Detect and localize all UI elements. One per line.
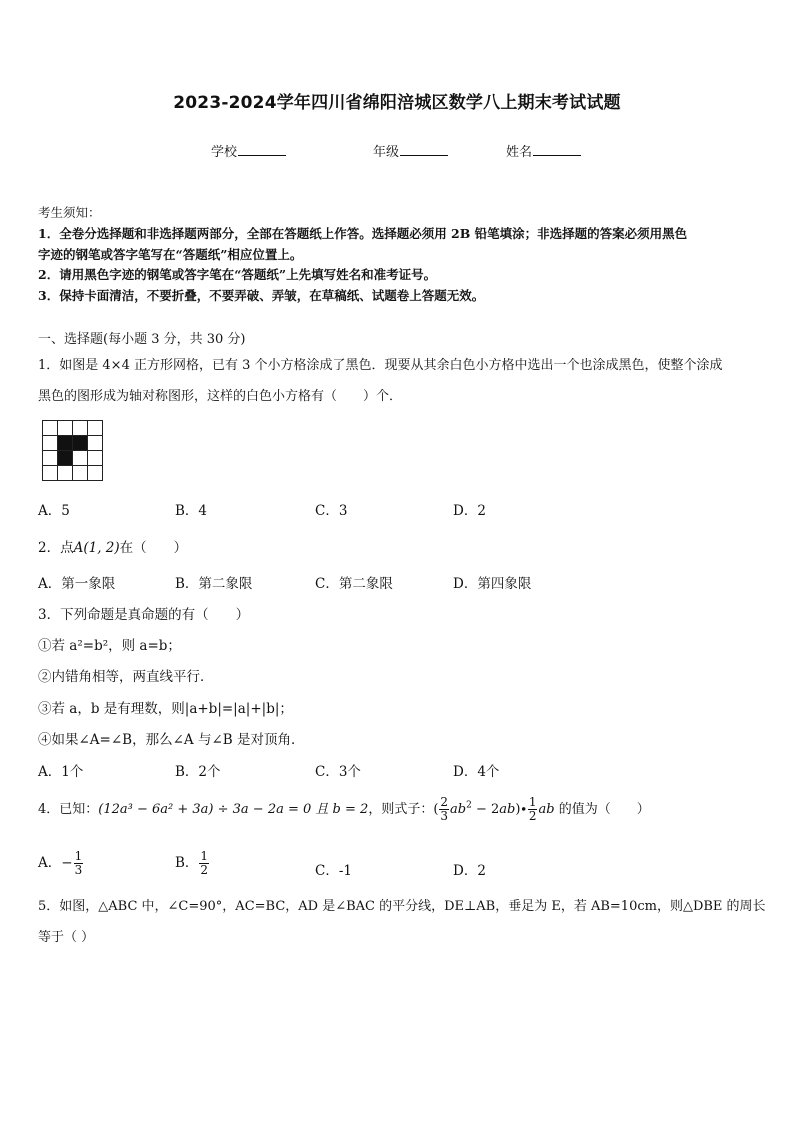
q2-option-a: A．第一象限 — [38, 576, 116, 592]
page-title: 2023-2024学年四川省绵阳涪城区数学八上期末考试试题 — [173, 93, 621, 113]
grade-blank — [400, 143, 448, 156]
q3-statement-2: ②内错角相等，两直线平行． — [38, 669, 214, 685]
grid-cell — [58, 466, 73, 481]
notice-item-2: 2．请用黑色字迹的钢笔或答字笔在“答题纸”上先填写姓名和准考证号。 — [38, 267, 437, 282]
q3-statement-3: ③若 a，b 是有理数，则|a+b|=|a|+|b|； — [38, 701, 293, 717]
notice-item-3: 3．保持卡面清洁，不要折叠，不要弄破、弄皱，在草稿纸、试题卷上答题无效。 — [38, 288, 485, 303]
q4-prefix: 4．已知： — [38, 802, 99, 817]
q3-option-c: C．3个 — [315, 764, 361, 780]
q4-expression: ( $\frac{2}{3}$ $ab^2 - 2ab)\cdot$ $\frac{1}{2}$ ab — [433, 795, 555, 823]
school-blank — [238, 143, 286, 156]
q1-option-c: C．3 — [315, 503, 348, 519]
q3-option-a: A．1个 — [38, 764, 84, 780]
grade-label: 年级 — [373, 145, 400, 160]
q4-option-c: C．-1 — [315, 863, 352, 879]
grid-cell-black — [73, 436, 88, 451]
q4-condition: (12a³ − 6a² + 3a) ÷ 3a − 2a = 0 且 b = 2 — [98, 802, 369, 817]
q2-stem — [38, 536, 187, 556]
q4-option-d: D．2 — [453, 863, 486, 879]
q1-option-d: D．2 — [453, 503, 486, 519]
q3-stem: 3．下列命题是真命题的有（ ） — [38, 607, 250, 623]
q1-grid-figure — [42, 420, 103, 481]
q2-point: A(1, 2) — [73, 540, 120, 556]
q5-stem-line-2: 等于（ ） — [38, 930, 95, 945]
q5-stem-line-1: 5．如图，△ABC 中，∠C=90°，AC=BC，AD 是∠BAC 的平分线，DE⊥AB，垂足为 E，若 AB=10cm，则△DBE 的周长 — [38, 899, 766, 914]
q1-option-a: A．5 — [38, 503, 70, 519]
q4-option-a: A．− $\frac{1}{3}$ — [38, 849, 83, 877]
grid-cell — [73, 466, 88, 481]
school-field — [211, 141, 286, 160]
q1-stem-line-1: 1．如图是 4×4 正方形网格，已有 3 个小方格涂成了黑色．现要从其余白色小方格中选出一个也涂成黑色，使整个涂成 — [38, 358, 723, 373]
grid-cell — [43, 436, 58, 451]
q3-statement-4: ④如果∠A=∠B，那么∠A 与∠B 是对顶角． — [38, 732, 305, 748]
name-label: 姓名 — [506, 145, 533, 160]
grid-cell-black — [58, 436, 73, 451]
name-field — [506, 141, 581, 160]
grid-cell — [88, 436, 103, 451]
grid-cell — [88, 451, 103, 466]
q2-prefix: 2．点 — [38, 540, 74, 556]
grid-cell — [88, 421, 103, 436]
grid-cell — [43, 466, 58, 481]
q4-option-b: B． $\frac{1}{2}$ — [175, 849, 209, 877]
q3-statement-1: ①若 a²=b²，则 a=b； — [38, 638, 181, 654]
q2-suffix: 在（ ） — [119, 540, 188, 556]
notice-item-1-line-2: 字迹的钢笔或答字笔写在“答题纸”相应位置上。 — [38, 247, 303, 262]
q1-option-b: B．4 — [175, 503, 208, 519]
grid-cell — [73, 421, 88, 436]
grid-cell — [88, 466, 103, 481]
school-label: 学校 — [211, 145, 238, 160]
notice-heading: 考生须知： — [38, 205, 101, 220]
grid-cell — [43, 421, 58, 436]
q3-option-b: B．2个 — [175, 764, 221, 780]
notice-item-1-line-1: 1．全卷分选择题和非选择题两部分，全部在答题纸上作答。选择题必须用 2B 铅笔填涂；非选择题的答案必须用黑色 — [38, 226, 688, 241]
grid-cell — [73, 451, 88, 466]
q3-option-d: D．4个 — [453, 764, 500, 780]
section-heading: 一、选择题(每小题 3 分，共 30 分) — [38, 332, 246, 347]
q2-option-b: B．第二象限 — [175, 576, 253, 592]
q4-stem — [38, 796, 650, 823]
q4-mid: ，则式子： — [368, 802, 434, 817]
q1-stem-line-2: 黑色的图形成为轴对称图形，这样的白色小方格有（ ）个． — [38, 389, 403, 404]
grid-cell-black — [58, 451, 73, 466]
q4-tail: 的值为（ ） — [558, 802, 650, 817]
q2-option-d: D．第四象限 — [453, 576, 532, 592]
grid-cell — [58, 421, 73, 436]
name-blank — [533, 143, 581, 156]
grid-cell — [43, 451, 58, 466]
q2-option-c: C．第二象限 — [315, 576, 393, 592]
grade-field — [373, 141, 448, 160]
